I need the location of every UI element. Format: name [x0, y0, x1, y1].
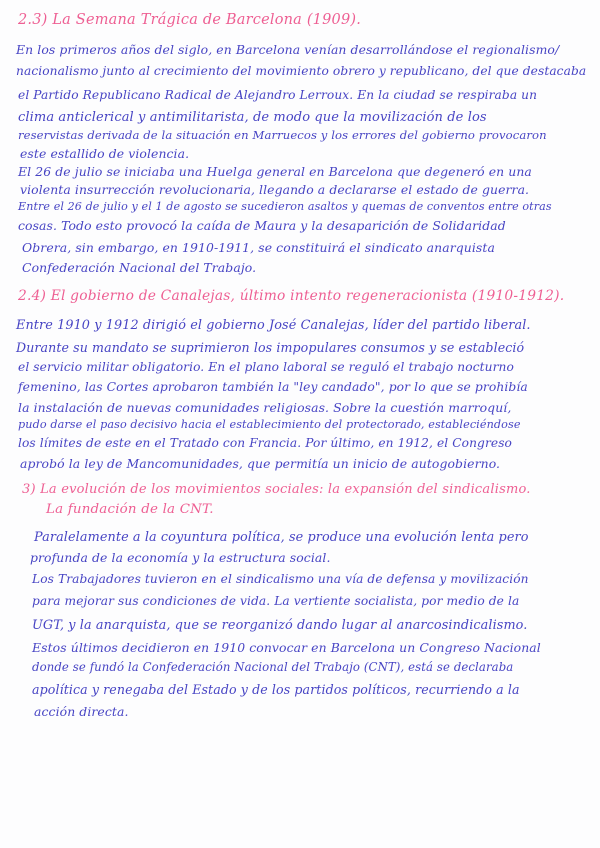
text-line: donde se fundó la Confederación Nacional del Trabajo (CNT), está se declaraba [32, 660, 514, 674]
text-line: Entre el 26 de julio y el 1 de agosto se sucedieron asaltos y quemas de conventos entre otras [18, 200, 552, 213]
section-heading: 2.3) La Semana Trágica de Barcelona (1909). [18, 12, 362, 28]
section-heading: 3) La evolución de los movimientos sociales: la expansión del sindicalismo. [22, 482, 531, 497]
text-line: cosas. Todo esto provocó la caída de Maura y la desaparición de Solidaridad [18, 218, 506, 233]
text-line: para mejorar sus condiciones de vida. La vertiente socialista, por medio de la [32, 594, 520, 608]
text-line: los límites de este en el Tratado con Francia. Por último, en 1912, el Congreso [18, 436, 512, 450]
text-line: este estallido de violencia. [20, 146, 190, 161]
section-heading: 2.4) El gobierno de Canalejas, último intento regeneracionista (1910-1912). [18, 288, 565, 304]
text-line: acción directa. [34, 704, 129, 719]
text-line: pudo darse el paso decisivo hacia el establecimiento del protectorado, estableciéndose [18, 418, 521, 431]
text-line: el servicio militar obligatorio. En el plano laboral se reguló el trabajo nocturno [18, 360, 514, 374]
text-line: reservistas derivada de la situación en Marruecos y los errores del gobierno provocaron [18, 128, 547, 142]
text-line: Obrera, sin embargo, en 1910-1911, se constituirá el sindicato anarquista [22, 240, 495, 255]
text-line: Los Trabajadores tuvieron en el sindicalismo una vía de defensa y movilización [32, 572, 529, 586]
section-subheading: La fundación de la CNT. [46, 502, 214, 517]
text-line: Estos últimos decidieron en 1910 convocar en Barcelona un Congreso Nacional [32, 640, 541, 655]
text-line: clima anticlerical y antimilitarista, de modo que la movilización de los [18, 110, 487, 125]
text-line: Entre 1910 y 1912 dirigió el gobierno José Canalejas, líder del partido liberal. [16, 318, 531, 333]
text-line: UGT, y la anarquista, que se reorganizó dando lugar al anarcosindicalismo. [32, 618, 528, 633]
text-line: el Partido Republicano Radical de Alejandro Lerroux. En la ciudad se respiraba un [18, 88, 538, 102]
text-line: profunda de la economía y la estructura social. [30, 550, 331, 565]
text-line: la instalación de nuevas comunidades religiosas. Sobre la cuestión marroquí, [18, 400, 512, 415]
text-line: nacionalismo junto al crecimiento del movimiento obrero y republicano, del que destacaba [16, 64, 587, 78]
text-line: violenta insurrección revolucionaria, llegando a declararse el estado de guerra. [20, 182, 530, 197]
text-line: En los primeros años del siglo, en Barcelona venían desarrollándose el regionalismo/ [16, 42, 560, 57]
text-line: Durante su mandato se suprimieron los impopulares consumos y se estableció [16, 340, 525, 355]
text-line: femenino, las Cortes aprobaron también la "ley candado", por lo que se prohibía [18, 380, 528, 394]
text-line: Paralelamente a la coyuntura política, se produce una evolución lenta pero [34, 530, 529, 545]
text-line: Confederación Nacional del Trabajo. [22, 260, 257, 275]
text-line: El 26 de julio se iniciaba una Huelga general en Barcelona que degeneró en una [18, 164, 532, 179]
text-line: aprobó la ley de Mancomunidades, que permitía un inicio de autogobierno. [20, 456, 501, 471]
text-line: apolítica y renegaba del Estado y de los partidos políticos, recurriendo a la [32, 682, 520, 697]
